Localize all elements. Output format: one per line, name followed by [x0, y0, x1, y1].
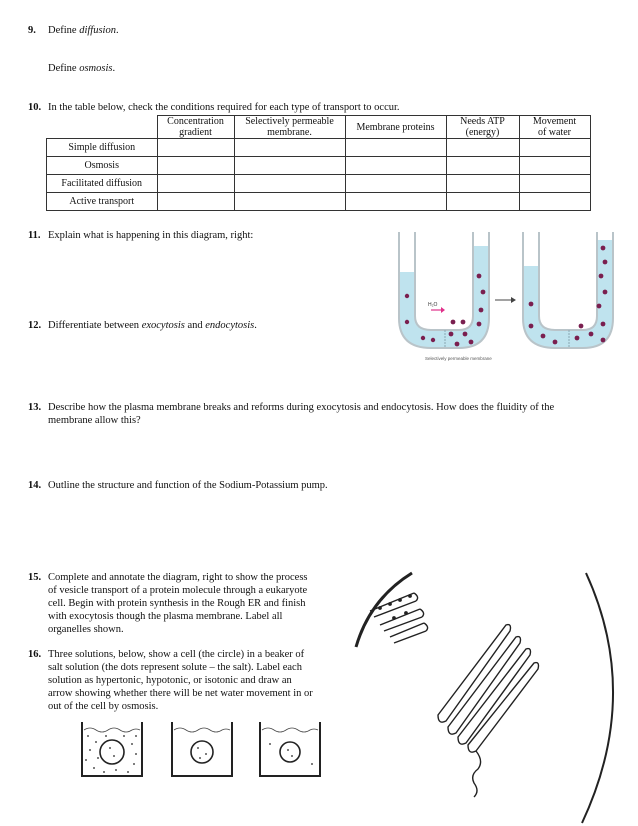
- checkbox-cell[interactable]: [345, 139, 446, 157]
- osmosis-term: osmosis: [79, 63, 113, 74]
- checkbox-cell[interactable]: [157, 175, 234, 193]
- row-label: Osmosis: [47, 157, 158, 175]
- column-header: Concentration gradient: [157, 116, 234, 139]
- period: .: [254, 320, 257, 331]
- u-tube-after: [523, 232, 613, 348]
- beaker-2: [172, 722, 232, 776]
- question-13: [28, 401, 628, 427]
- question-text-line: organelles shown.: [48, 624, 124, 635]
- question-number: 9.: [28, 25, 36, 36]
- question-9: [28, 24, 119, 37]
- checkbox-cell[interactable]: [234, 193, 345, 211]
- question-9-osmosis: [48, 62, 115, 75]
- checkbox-cell[interactable]: [345, 157, 446, 175]
- beaker-3: [260, 722, 320, 776]
- define-prefix: Define: [48, 63, 80, 74]
- checkbox-cell[interactable]: [345, 175, 446, 193]
- checkbox-cell[interactable]: [519, 157, 590, 175]
- membrane-caption: Selectively permeable membrane: [425, 356, 492, 361]
- checkbox-cell[interactable]: [157, 157, 234, 175]
- cell-circle: [280, 742, 300, 762]
- question-text: Outline the structure and function of the Sodium-Potassium pump.: [48, 480, 328, 491]
- question-text-line: of vesicle transport of a protein molecule through a eukaryote: [48, 585, 308, 596]
- table-row: [47, 139, 591, 157]
- question-10: [28, 101, 400, 114]
- conjunction: and: [184, 320, 206, 331]
- question-text-continued: membrane allow this?: [48, 415, 141, 426]
- cell-circle: [100, 740, 124, 764]
- row-label: Active transport: [47, 193, 158, 211]
- table-header-row: [47, 116, 591, 139]
- column-header: Selectively permeable membrane.: [234, 116, 345, 139]
- question-text-line: solution as hypertonic, hypotonic, or isotonic and draw an: [48, 675, 292, 686]
- checkbox-cell[interactable]: [519, 193, 590, 211]
- checkbox-cell[interactable]: [234, 139, 345, 157]
- question-number: 12.: [28, 320, 42, 331]
- checkbox-cell[interactable]: [157, 139, 234, 157]
- checkbox-cell[interactable]: [519, 139, 590, 157]
- column-header: Membrane proteins: [345, 116, 446, 139]
- checkbox-cell[interactable]: [234, 175, 345, 193]
- question-text-line: arrow showing whether there will be net water movement in or: [48, 688, 313, 699]
- checkbox-cell[interactable]: [234, 157, 345, 175]
- question-text: Differentiate between: [48, 320, 142, 331]
- question-16: [28, 648, 348, 713]
- checkbox-cell[interactable]: [446, 193, 519, 211]
- question-text-line: salt solution (the dots represent solute – the salt). Label each: [48, 662, 302, 673]
- question-14: [28, 479, 328, 492]
- cell-organelle-diagram: [350, 565, 638, 826]
- table-row: [47, 175, 591, 193]
- checkbox-cell[interactable]: [446, 139, 519, 157]
- diffusion-term: diffusion: [79, 25, 116, 36]
- checkbox-cell[interactable]: [519, 175, 590, 193]
- question-text-line: cell. Begin with protein synthesis in the Rough ER and finish: [48, 598, 306, 609]
- column-header: Needs ATP (energy): [446, 116, 519, 139]
- question-11: [28, 229, 253, 242]
- question-number: 11.: [28, 230, 41, 241]
- table-corner: [47, 116, 158, 139]
- question-number: 14.: [28, 480, 42, 491]
- checkbox-cell[interactable]: [157, 193, 234, 211]
- checkbox-cell[interactable]: [345, 193, 446, 211]
- question-text: In the table below, check the conditions required for each type of transport to occur.: [48, 102, 400, 113]
- table-row: [47, 193, 591, 211]
- question-number: 16.: [28, 649, 42, 660]
- row-label: Facilitated diffusion: [47, 175, 158, 193]
- osmosis-u-tube-diagram: [385, 226, 625, 364]
- checkbox-cell[interactable]: [446, 157, 519, 175]
- checkbox-cell[interactable]: [446, 175, 519, 193]
- endocytosis-term: endocytosis: [205, 320, 255, 331]
- question-text-line: with exocytosis though the plasma membrane. Label all: [48, 611, 283, 622]
- nucleus-envelope: [356, 573, 412, 647]
- question-text: Explain what is happening in this diagram, right:: [48, 230, 254, 241]
- define-prefix: Define: [48, 25, 80, 36]
- transport-conditions-table: [46, 115, 591, 211]
- question-text: Three solutions, below, show a cell (the circle) in a beaker of: [48, 649, 305, 660]
- u-tube-before: [399, 232, 489, 348]
- question-text: Complete and annotate the diagram, right to show the process: [48, 572, 308, 583]
- table-row: [47, 157, 591, 175]
- question-number: 13.: [28, 402, 42, 413]
- period: .: [115, 25, 119, 36]
- question-text: Describe how the plasma membrane breaks and reforms during exocytosis and endocytosis. How does the fluidity of the: [48, 402, 555, 413]
- question-number: 10.: [28, 102, 42, 113]
- cell-circle: [191, 741, 213, 763]
- beakers-diagram: [76, 720, 336, 780]
- question-text-line: out of the cell by osmosis.: [48, 701, 159, 712]
- column-header: Movement of water: [519, 116, 590, 139]
- golgi-apparatus: [438, 625, 539, 797]
- period: .: [112, 63, 116, 74]
- beaker-1: [82, 722, 142, 776]
- question-12: [28, 319, 257, 332]
- transition-arrow-icon: [495, 297, 516, 303]
- question-15: [28, 571, 348, 636]
- h2o-label: H₂O: [428, 302, 438, 308]
- exocytosis-term: exocytosis: [141, 320, 185, 331]
- question-number: 15.: [28, 572, 42, 583]
- plasma-membrane: [582, 573, 613, 823]
- row-label: Simple diffusion: [47, 139, 158, 157]
